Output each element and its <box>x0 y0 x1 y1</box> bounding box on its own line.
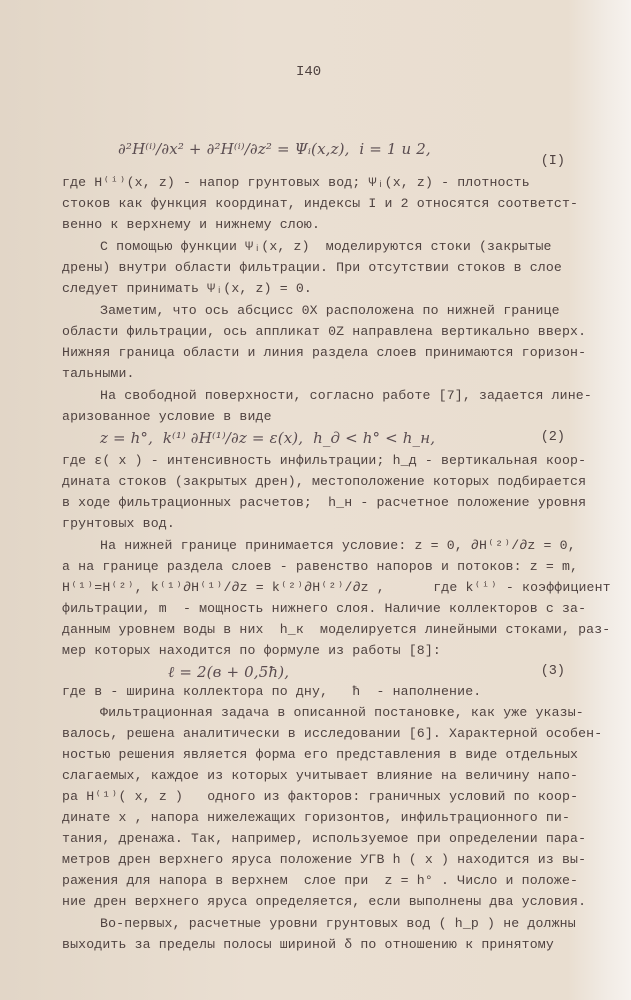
text-line: валось, решена аналитически в исследовании [6]. Характерной особен- <box>62 726 603 741</box>
text-line: данным уровнем воды в них h_к моделируется линейными стоками, раз- <box>62 622 611 637</box>
text-line: динате x , напора нижележащих горизонтов, инфильтрационного пи- <box>62 810 571 825</box>
text-line: следует принимать Ψᵢ(x, z) = 0. <box>62 281 312 296</box>
text-line: Фильтрационная задача в описанной постановке, как уже указы- <box>100 705 584 720</box>
text-line: грунтовых вод. <box>62 516 175 531</box>
text-line: где ε( x ) - интенсивность инфильтрации; h_д - вертикальная коор- <box>62 453 587 468</box>
text-line: H⁽¹⁾=H⁽²⁾, k⁽¹⁾∂H⁽¹⁾/∂z = k⁽²⁾∂H⁽²⁾/∂z , где k⁽ⁱ⁾ - коэффициент <box>62 580 611 595</box>
text-line: С помощью функции Ψᵢ(x, z) моделируются стоки (закрытые <box>100 239 552 254</box>
text-line: слагаемых, каждое из которых учитывает влияние на величину напо- <box>62 768 579 783</box>
text-line: ностью решения является форма его представления в виде отдельных <box>62 747 579 762</box>
text-line: где H⁽ⁱ⁾(x, z) - напор грунтовых вод; Ψᵢ(x, z) - плотность <box>62 175 530 190</box>
text-line: На нижней границе принимается условие: z = 0, ∂H⁽²⁾/∂z = 0, <box>100 538 576 553</box>
text-line: выходить за пределы полосы шириной δ по отношению к принятому <box>62 937 554 952</box>
text-line: ние дрен верхнего яруса определяется, если выполнены два условия. <box>62 894 587 909</box>
equation-1-number: (I) <box>540 154 565 169</box>
text-line: тальными. <box>62 366 135 381</box>
text-line: Во-первых, расчетные уровни грунтовых вод ( h_р ) не должны <box>100 916 576 931</box>
equation-1: ∂²H⁽ⁱ⁾/∂x² + ∂²H⁽ⁱ⁾/∂z² = Ψᵢ(x,z), i = 1 и 2, <box>118 140 431 158</box>
equation-2-number: (2) <box>540 430 565 445</box>
text-line: в ходе фильтрационных расчетов; h_н - расчетное положение уровня <box>62 495 587 510</box>
equation-3: ℓ = 2(в + 0,5ħ), <box>168 663 290 681</box>
text-line: метров дрен верхнего яруса положение УГВ h ( x ) находится из вы- <box>62 852 587 867</box>
text-line: мер которых находится по формуле из работы [8]: <box>62 643 441 658</box>
text-line: ра H⁽¹⁾( x, z ) одного из факторов: граничных условий по коор- <box>62 789 579 804</box>
text-line: ражения для напора в верхнем слое при z = h° . Число и положе- <box>62 873 579 888</box>
text-line: венно к верхнему и нижнему слою. <box>62 217 321 232</box>
text-line: области фильтрации, ось аппликат 0Z направлена вертикально вверх. <box>62 324 587 339</box>
text-line: тания, дренажа. Так, например, используемое при определении пара- <box>62 831 587 846</box>
text-line: где в - ширина коллектора по дну, ħ - наполнение. <box>62 684 482 699</box>
text-line: дината стоков (закрытых дрен), местоположение которых подбирается <box>62 474 587 489</box>
text-line: а на границе раздела слоев - равенство напоров и потоков: z = m, <box>62 559 579 574</box>
text-line: Нижняя граница области и линия раздела слоев принимаются горизон- <box>62 345 587 360</box>
equation-3-number: (3) <box>540 664 565 679</box>
page-number: I40 <box>296 64 322 80</box>
text-line: стоков как функция координат, индексы I и 2 относятся соответст- <box>62 196 579 211</box>
text-line: фильтрации, m - мощность нижнего слоя. Наличие коллекторов с за- <box>62 601 587 616</box>
equation-2: z = h°, k⁽¹⁾ ∂H⁽¹⁾/∂z = ε(x), h_д < h° < h_н, <box>100 429 436 447</box>
text-line: дрены) внутри области фильтрации. При отсутствии стоков в слое <box>62 260 562 275</box>
text-line: Заметим, что ось абсцисс 0X расположена по нижней границе <box>100 303 560 318</box>
text-line: На свободной поверхности, согласно работе [7], задается лине- <box>100 388 592 403</box>
text-line: аризованное условие в виде <box>62 409 272 424</box>
